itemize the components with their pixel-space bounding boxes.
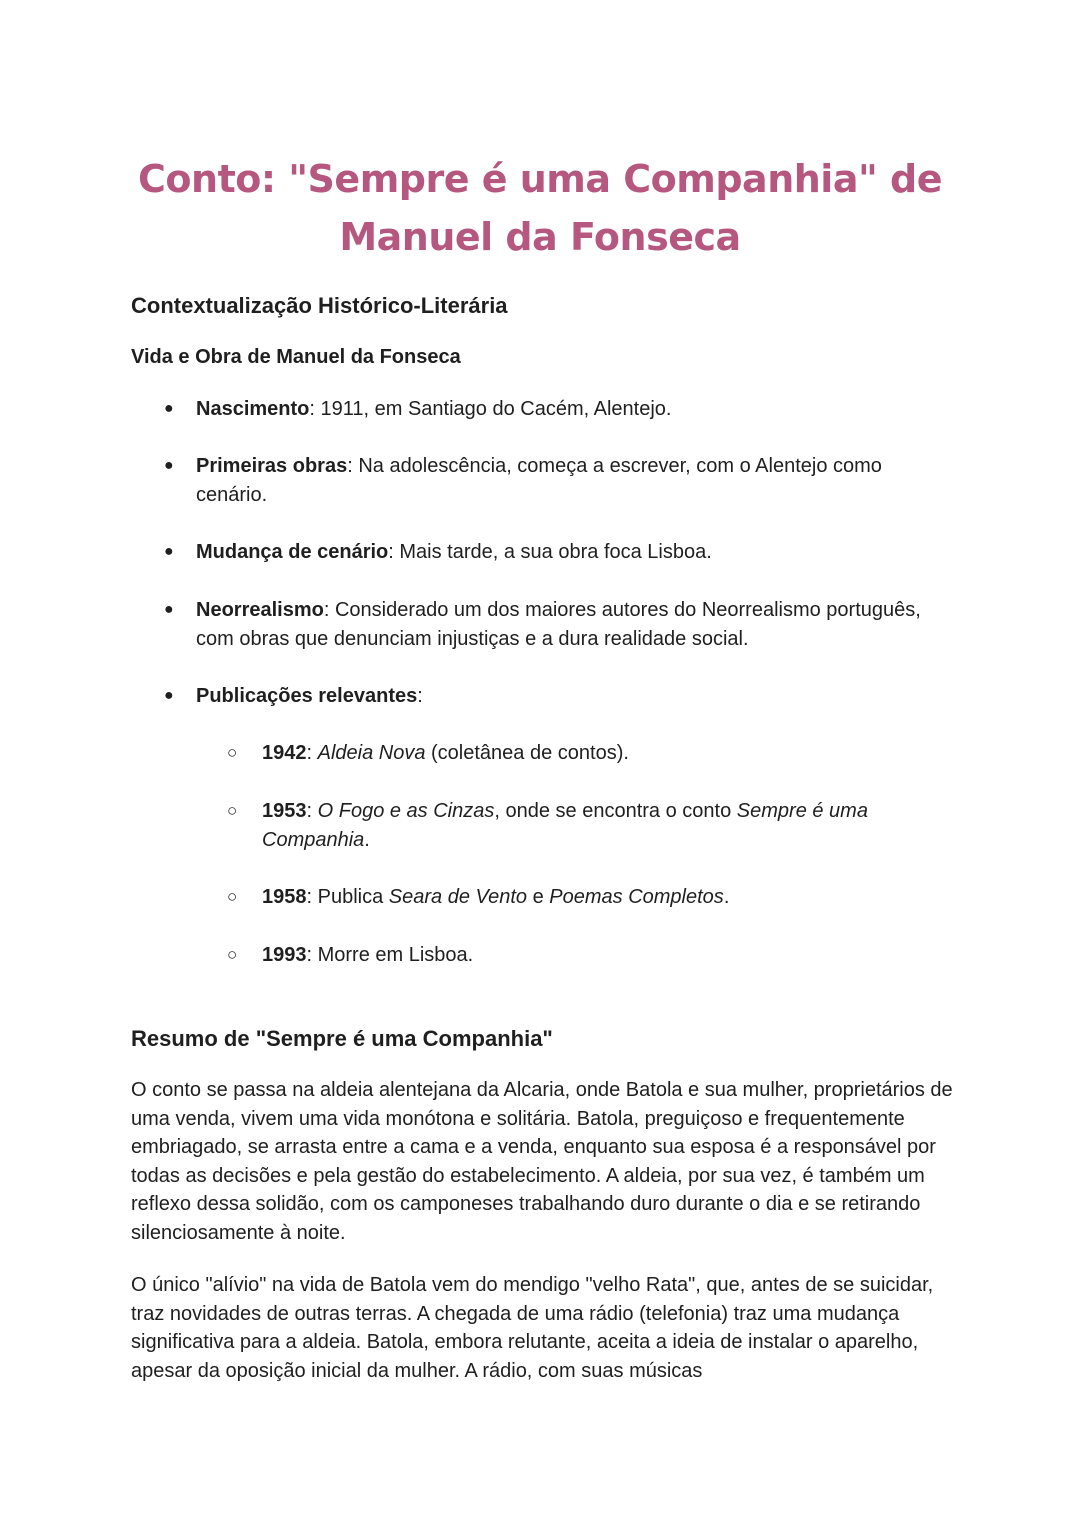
sub-list-item (227, 797, 952, 854)
pub-work: Seara de Vento (388, 886, 528, 908)
pub-separator: : (306, 800, 318, 822)
item-text: : (417, 685, 423, 707)
item-text: : Mais tarde, a sua obra foca Lisboa. (388, 541, 712, 563)
pub-rest: . (364, 828, 370, 851)
pub-work: O Fogo e as Cinzas (317, 800, 495, 822)
summary-paragraph-1: O conto se passa na aldeia alentejana da Alcaria, onde Batola e sua mulher, proprietários de uma venda, vivem uma vida monótona e solitária. Batola, preguiçoso e frequentemente embriagado, se arrasta entre a cama e a venda, enquanto sua esposa é a responsável por todas as decisões e pela gestão do estabelecimento. A aldeia, por sua vez, é também um reflexo dessa solidão, com os camponeses trabalhando duro durante o dia e se retirando silenciosamente à noite. (131, 1079, 953, 1244)
list-item (164, 682, 956, 711)
bullet-icon: ● (164, 543, 174, 560)
list-item (164, 538, 956, 567)
item-label: Mudança de cenário (196, 541, 389, 563)
section-heading-context: Contextualização Histórico-Literária (131, 293, 508, 318)
pub-separator: : (306, 742, 318, 764)
item-label: Neorrealismo (196, 599, 324, 621)
sub-bullet-icon: ○ (227, 887, 238, 906)
sub-bullet-icon: ○ (227, 945, 238, 964)
pub-separator: : Publica (306, 886, 389, 908)
list-item (164, 395, 956, 424)
pub-year: 1993 (262, 944, 307, 966)
sub-list-item (227, 883, 952, 912)
sub-list-item (227, 739, 952, 768)
bullet-icon: ● (164, 400, 174, 417)
list-item (164, 596, 956, 653)
pub-rest: (coletânea de contos). (425, 742, 629, 764)
section-heading-summary: Resumo de "Sempre é uma Companhia" (131, 1026, 553, 1051)
pub-work-2: Poemas Completos (549, 886, 724, 908)
item-text: : 1911, em Santiago do Cacém, Alentejo. (309, 398, 672, 420)
pub-mid: , onde se encontra o conto (494, 800, 737, 822)
list-item (164, 452, 956, 509)
item-text: : Na adolescência, começa a escrever, com o Alentejo como cenário. (196, 455, 882, 506)
sub-list-item (227, 941, 952, 970)
page-title: Conto: "Sempre é uma Companhia" de Manuel da Fonseca (138, 157, 942, 259)
pub-year: 1953 (262, 800, 307, 822)
pub-work: Aldeia Nova (317, 742, 426, 764)
bullet-icon: ● (164, 457, 174, 474)
pub-year: 1942 (262, 742, 307, 764)
pub-rest: . (723, 886, 730, 908)
item-label: Nascimento (196, 398, 310, 420)
sub-bullet-icon: ○ (227, 743, 238, 762)
pub-year: 1958 (262, 886, 307, 908)
pub-work-2: Sempre é uma Companhia (262, 800, 868, 851)
item-label: Publicações relevantes (196, 685, 418, 707)
summary-paragraph-2: O único "alívio" na vida de Batola vem do mendigo "velho Rata", que, antes de se suicidar, traz novidades de outras terras. A chegada de uma rádio (telefonia) traz uma mudança significativa para a aldeia. Batola, embora relutante, aceita a ideia de instalar o aparelho, apesar da oposição inicial da mulher. A rádio, com suas músicas (131, 1274, 934, 1382)
item-label: Primeiras obras (196, 455, 348, 477)
pub-separator: : Morre em Lisboa. (306, 944, 474, 966)
item-text: : Considerado um dos maiores autores do Neorrealismo português, com obras que denunciam injustiças e a dura realidade social. (196, 599, 921, 650)
bullet-icon: ● (164, 601, 174, 618)
subheading-life-work: Vida e Obra de Manuel da Fonseca (131, 346, 461, 368)
pub-mid: e (527, 886, 550, 908)
sub-bullet-icon: ○ (227, 801, 238, 820)
bullet-icon: ● (164, 687, 174, 704)
